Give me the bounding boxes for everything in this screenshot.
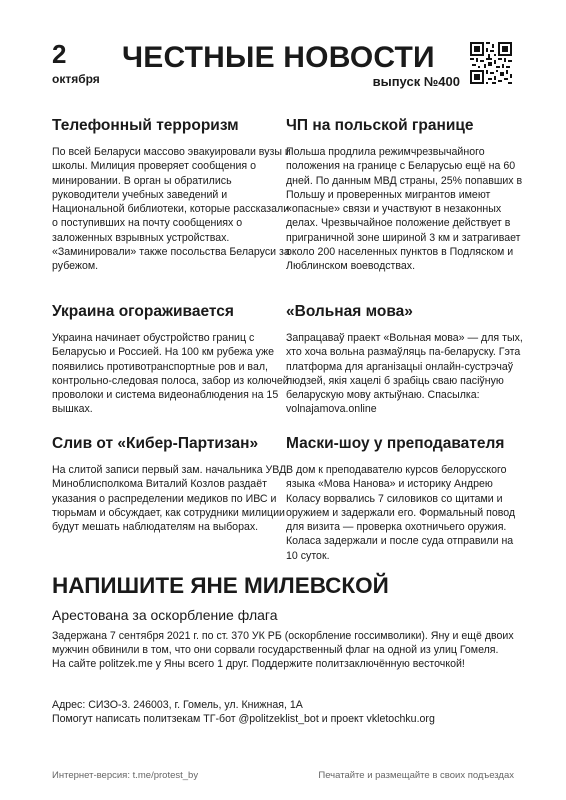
newspaper-title: ЧЕСТНЫЕ НОВОСТИ	[122, 41, 435, 74]
appeal-call-to-action: На сайте politzek.me у Яны всего 1 друг. Поддержите политзаключённую весточкой!	[52, 658, 465, 671]
article-phone-terrorism	[52, 117, 292, 274]
help-resources: Помогут написать политзекам ТГ-бот @politzeklist_bot и проект vkletochku.org	[52, 713, 435, 726]
article-body: По всей Беларуси массово эвакуировали вузы и школы. Милиция проверяет сообщения о минировании. В орган ы обратились руководители учебных заведений и Национальной библиотеки, которые рассказали о поступивших на почту сообщениях о заложенных взрывных устройствах. «Заминировали» также посольства Беларуси за рубежом.	[52, 146, 291, 273]
article-headline: Слив от «Кибер-Партизан»	[52, 435, 259, 452]
issue-number: выпуск №400	[372, 74, 460, 89]
article-body: Запрацаваў праект «Вольная мова» — для тых, хто хоча вольна размаўляць па-беларуску. Гэта платформа для арганізацыі онлайн-сустрэчаў людзей, якія хацелі б зрабіць сваю пасіўную беларускую мову актыўнаю. Спасылка: volnajamova.online	[286, 332, 523, 416]
article-headline: «Вольная мова»	[286, 303, 413, 320]
issue-date-day: 2	[52, 39, 67, 69]
appeal-contacts	[52, 698, 522, 726]
article-volnaya-mova	[286, 303, 526, 417]
article-polish-border	[286, 117, 526, 274]
prison-address: Адрес: СИЗО-3. 246003, г. Гомель, ул. Книжная, 1А	[52, 699, 303, 711]
article-body: Польша продлила режимчрезвычайного положения на границе с Беларусью ещё на 60 дней. По данным МВД страны, 25% попавших в Польшу и проверенных мигрантов имеют «опасные» связи и участвуют в незаконных делах. Чрезвычайное положение действует в приграничной зоне шириной 3 км и затрагивает около 200 населенных пунктов в Подляском и Люблинском воеводствах.	[286, 146, 523, 273]
footer-print-note: Печатайте и размещайте в своих подъездах	[318, 770, 514, 781]
article-body: На слитой записи первый зам. начальника УВД Миноблисполкома Виталий Козлов раздаёт указания о распределении медиков по ИВС и тюрьмам и обсуждает, как сотрудники милиции будут мешать наблюдателям на выборах.	[52, 464, 287, 534]
article-headline: ЧП на польской границе	[286, 117, 474, 134]
article-ukraine-border	[52, 303, 292, 417]
prisoner-appeal	[52, 573, 522, 672]
appeal-body: Задержана 7 сентября 2021 г. по ст. 370 УК РБ (оскорбление госсимволики). Яну и ещё двоих мужчин обвинили в том, что они сорвали государственный флаг на одной из улиц Гомеля.	[52, 630, 514, 657]
qr-code-icon	[470, 42, 512, 84]
article-teacher-raid	[286, 435, 526, 563]
article-headline: Телефонный терроризм	[52, 117, 239, 134]
article-body: В дом к преподавателю курсов белорусского языка «Мова Нанова» и историку Андрею Коласу ворвались 7 силовиков со щитами и оружием и задержали его. Формальный повод для визита — проверка охотничьего оружия. Коласа задержали и после суда отправили на 10 суток.	[286, 464, 516, 562]
article-body: Украина начинает обустройство границ с Беларусью и Россией. На 100 км рубежа уже появились противотранспортные ров и вал, контрольно-следовая полоса, забор из колючей проволоки и система видеонаблюдения на 15 вышках.	[52, 332, 289, 416]
issue-date-month: октября	[52, 72, 100, 86]
appeal-heading: НАПИШИТЕ ЯНЕ МИЛЕВСКОЙ	[52, 573, 389, 598]
footer-online-version: Интернет-версия: t.me/protest_by	[52, 770, 199, 781]
article-headline: Маски-шоу у преподавателя	[286, 435, 505, 452]
masthead	[52, 40, 512, 100]
article-headline: Украина огораживается	[52, 303, 234, 320]
article-cyber-partisans-leak	[52, 435, 292, 534]
appeal-subheading: Арестована за оскорбление флага	[52, 607, 278, 623]
